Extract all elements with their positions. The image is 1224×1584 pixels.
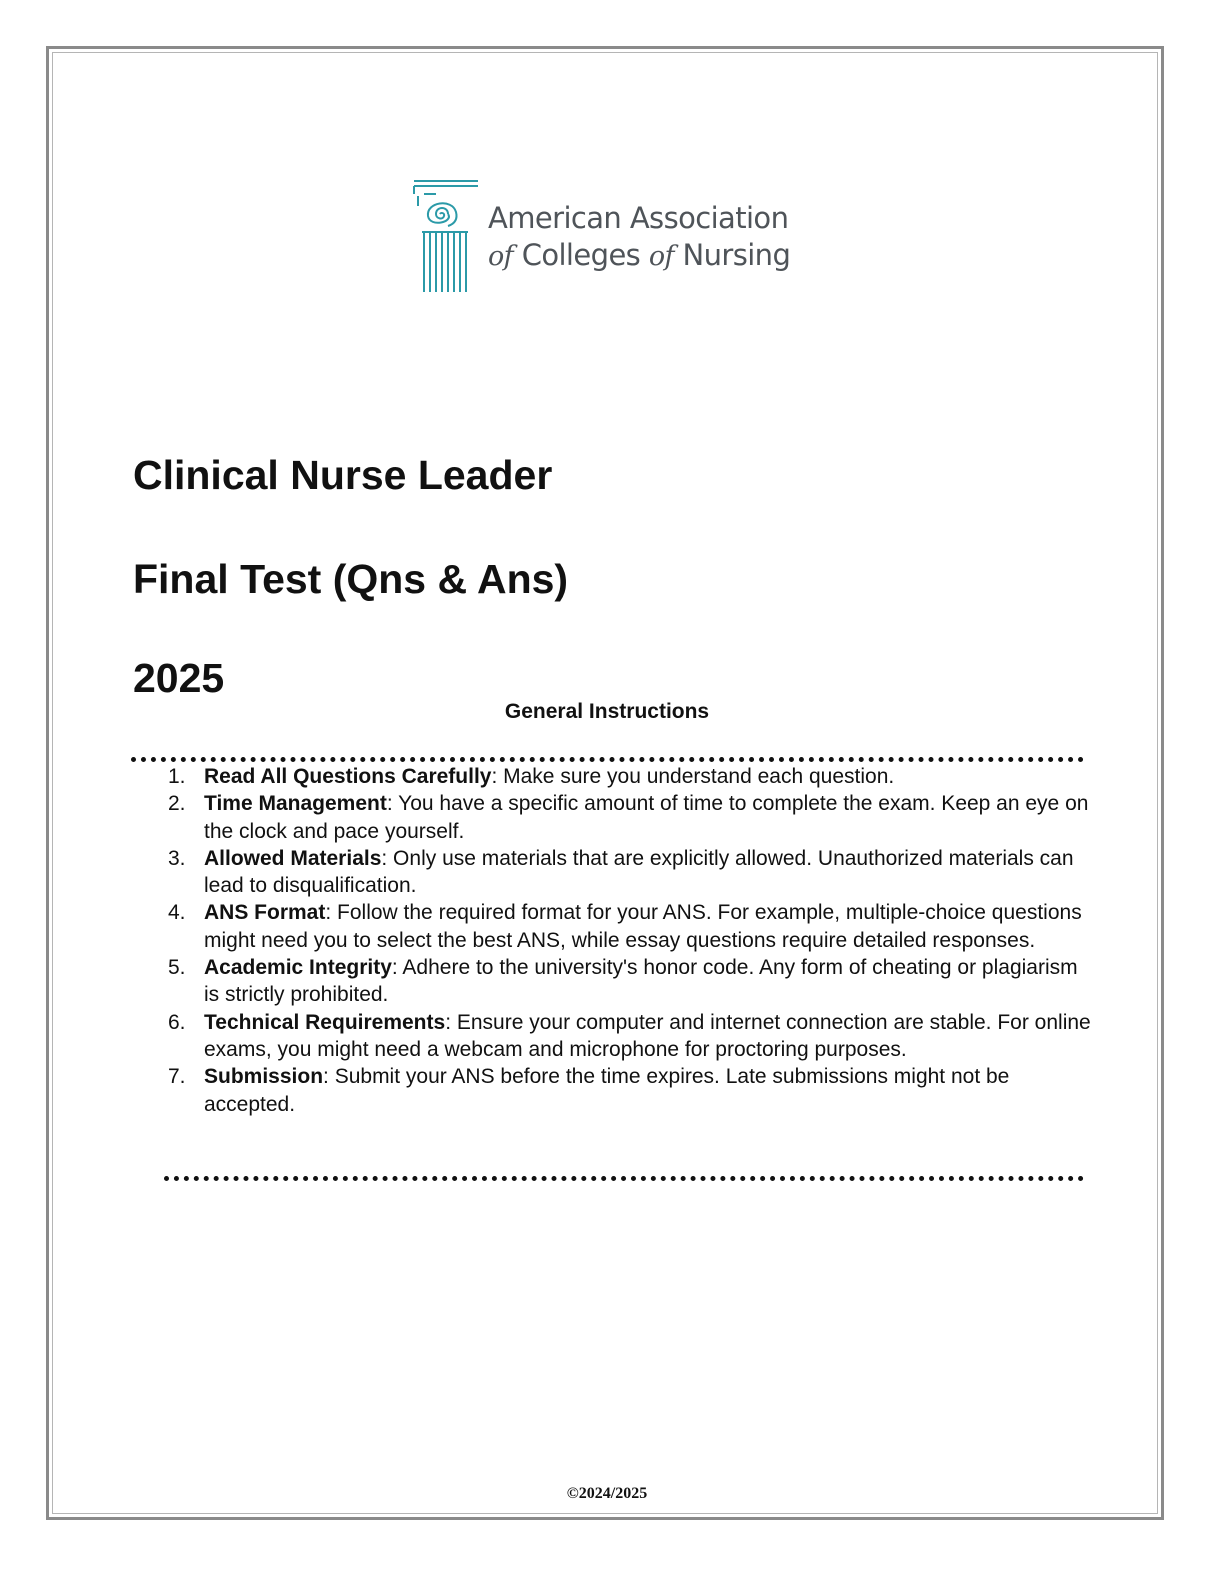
dotted-divider-bottom bbox=[164, 1176, 1084, 1181]
dotted-divider-top bbox=[131, 757, 1084, 762]
instruction-item bbox=[168, 1063, 1094, 1118]
column-capital-icon bbox=[410, 178, 482, 294]
document-subtitle: Final Test (Qns & Ans) bbox=[133, 556, 569, 602]
instruction-label: Allowed Materials bbox=[204, 846, 382, 870]
instruction-number: 3. bbox=[168, 846, 186, 870]
logo-wordmark bbox=[488, 200, 818, 275]
instruction-number: 6. bbox=[168, 1010, 186, 1034]
logo-nursing: Nursing bbox=[682, 238, 791, 272]
logo-line-1: American Association bbox=[488, 201, 789, 235]
aacn-logo bbox=[410, 178, 810, 294]
instruction-number: 7. bbox=[168, 1065, 186, 1089]
instruction-item bbox=[168, 790, 1094, 845]
logo-line-2 bbox=[488, 237, 818, 275]
instructions-list bbox=[168, 763, 1094, 1118]
logo-of-1: of bbox=[488, 241, 514, 272]
instruction-number: 1. bbox=[168, 765, 186, 788]
instruction-item bbox=[168, 845, 1094, 900]
instruction-text: : You have a specific amount of time to complete the exam. Keep an eye on the clock and pace yourself. bbox=[204, 792, 1089, 843]
document-year: 2025 bbox=[133, 655, 225, 701]
instruction-number: 2. bbox=[168, 792, 186, 816]
instruction-item bbox=[168, 899, 1094, 954]
instruction-number: 4. bbox=[168, 901, 186, 925]
instruction-text: : Follow the required format for your ANS. For example, multiple-choice questions might need you to select the best ANS, while essay questions require detailed responses. bbox=[204, 901, 1082, 952]
instruction-label: ANS Format bbox=[204, 901, 326, 925]
instruction-text: : Make sure you understand each question. bbox=[491, 765, 895, 788]
copyright-footer: ©2024/2025 bbox=[566, 1485, 648, 1502]
instruction-item bbox=[168, 954, 1094, 1009]
logo-colleges: Colleges bbox=[521, 238, 641, 272]
instruction-text: : Adhere to the university's honor code. Any form of cheating or plagiarism is strictly prohibited. bbox=[204, 956, 1078, 1007]
instruction-label: Academic Integrity bbox=[204, 956, 392, 980]
document-title: Clinical Nurse Leader bbox=[133, 452, 553, 498]
instruction-label: Submission bbox=[204, 1065, 324, 1089]
instruction-label: Time Management bbox=[204, 792, 387, 816]
instruction-label: Read All Questions Carefully bbox=[204, 765, 492, 788]
instructions-heading: General Instructions bbox=[504, 700, 710, 723]
logo-of-2: of bbox=[648, 241, 674, 272]
instruction-text: : Submit your ANS before the time expires. Late submissions might not be accepted. bbox=[204, 1065, 1010, 1116]
instruction-text: : Only use materials that are explicitly allowed. Unauthorized materials can lead to disqualification. bbox=[204, 846, 1074, 898]
instruction-item bbox=[168, 1009, 1094, 1064]
instruction-item bbox=[168, 763, 1094, 790]
instruction-label: Technical Requirements bbox=[204, 1010, 446, 1034]
instruction-text: : Ensure your computer and internet connection are stable. For online exams, you might need a webcam and microphone for proctoring purposes. bbox=[204, 1010, 1091, 1061]
instruction-number: 5. bbox=[168, 956, 186, 980]
